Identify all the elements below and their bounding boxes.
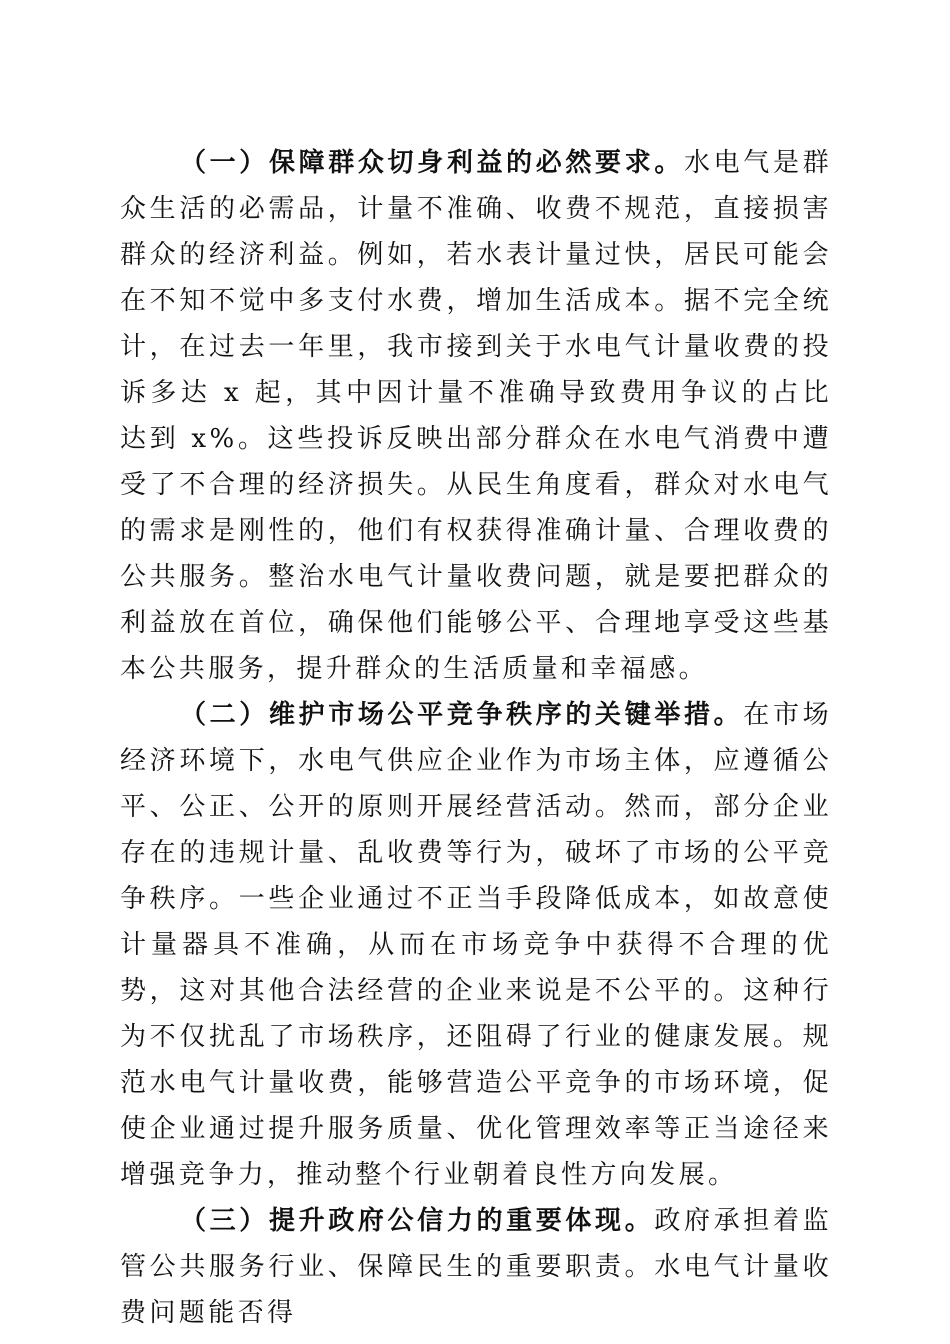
paragraph-2-body: 在市场经济环境下，水电气供应企业作为市场主体，应遵循公平、公正、公开的原则开展经营活动。然而，部分企业存在的违规计量、乱收费等行为，破坏了市场的公平竞争秩序。一些企业通过不正当手段降低成本，如故意使计量器具不准确，从而在市场竞争中获得不合理的优势，这对其他合法经营的企业来说是不公平的。这种行为不仅扰乱了市场秩序，还阻碍了行业的健康发展。规范水电气计量收费，能够营造公平竞争的市场环境，促使企业通过提升服务质量、优化管理效率等正当途径来增强竞争力，推动整个行业朝着良性方向发展。 (120, 700, 832, 1190)
paragraph-3-heading: （三）提升政府公信力的重要体现。 (180, 1206, 655, 1236)
document-page (120, 140, 832, 1336)
paragraph-3 (120, 1198, 832, 1336)
paragraph-2-heading: （二）维护市场公平竞争秩序的关键举措。 (180, 700, 744, 730)
paragraph-1-heading: （一）保障群众切身利益的必然要求。 (180, 148, 684, 178)
paragraph-1 (120, 140, 832, 692)
paragraph-3-body: 政府承担着监管公共服务行业、保障民生的重要职责。水电气计量收费问题能否得 (120, 1206, 832, 1328)
paragraph-1-body: 水电气是群众生活的必需品，计量不准确、收费不规范，直接损害群众的经济利益。例如，若水表计量过快，居民可能会在不知不觉中多支付水费，增加生活成本。据不完全统计，在过去一年里，我市接到关于水电气计量收费的投诉多达 x 起，其中因计量不准确导致费用争议的占比达到 x%。这些投诉反映出部分群众在水电气消费中遭受了不合理的经济损失。从民生角度看，群众对水电气的需求是刚性的，他们有权获得准确计量、合理收费的公共服务。整治水电气计量收费问题，就是要把群众的利益放在首位，确保他们能够公平、合理地享受这些基本公共服务，提升群众的生活质量和幸福感。 (120, 148, 832, 684)
paragraph-2 (120, 692, 832, 1198)
